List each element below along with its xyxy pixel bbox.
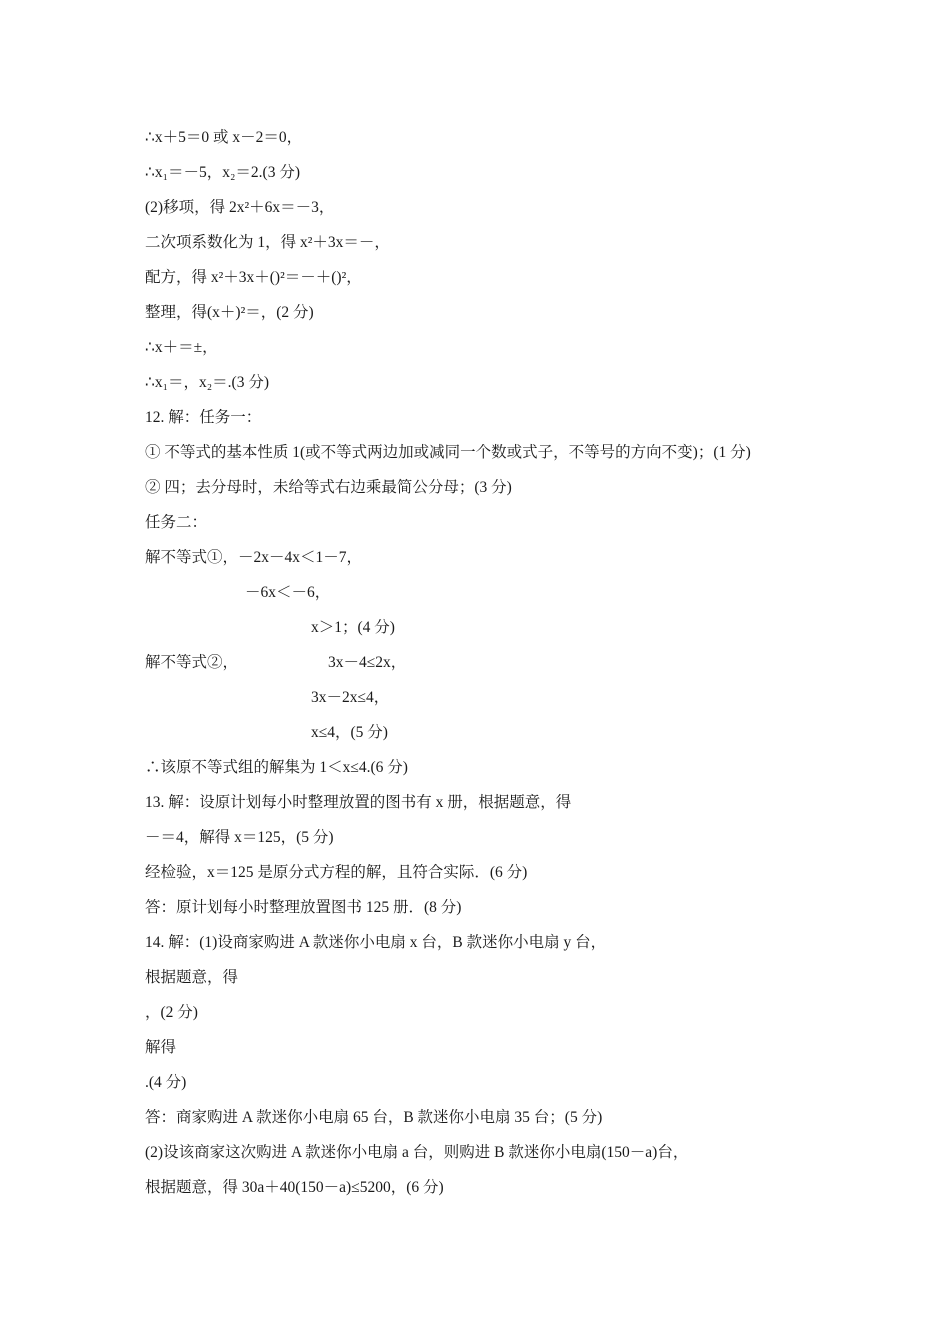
problem-12-heading: 12. 解：任务一：: [145, 409, 262, 426]
problem-14-setup: 14. 解：(1)设商家购进 A 款迷你小电扇 x 台，B 款迷你小电扇 y 台，: [145, 934, 607, 951]
problem-14-solve-score: .(4 分): [145, 1074, 187, 1091]
problem-13-answer: 答：原计划每小时整理放置图书 125 册．(8 分): [145, 899, 462, 916]
inequality2-result: x≤4，(5 分): [311, 724, 388, 741]
solution-line-roots-result: ∴x₁＝－5，x₂＝2.(3 分): [145, 164, 300, 181]
solution-line-sqrt: ∴x＋＝±，: [145, 339, 218, 356]
problem-13-equation: －＝4，解得 x＝125，(5 分): [145, 829, 334, 846]
solution-line-complete-square: 配方，得 x²＋3x＋()²＝－＋()²，: [145, 269, 362, 286]
problem-14-solve-label: 解得: [145, 1039, 177, 1056]
inequality2-step1: 3x－4≤2x，: [328, 654, 407, 671]
problem-14-answer-1: 答：商家购进 A 款迷你小电扇 65 台，B 款迷你小电扇 35 台；(5 分): [145, 1109, 603, 1126]
solution-set: ∴该原不等式组的解集为 1＜x≤4.(6 分): [145, 759, 408, 776]
inequality2-label: 解不等式②，: [145, 654, 239, 671]
inequality2-step2: 3x－2x≤4，: [311, 689, 390, 706]
problem-14-according: 根据题意，得: [145, 969, 239, 986]
problem-13-check: 经检验，x＝125 是原分式方程的解，且符合实际．(6 分): [145, 864, 528, 881]
solution-line-factor-roots: ∴x＋5＝0 或 x－2＝0，: [145, 129, 303, 146]
inequality1-step1: 解不等式①，－2x－4x＜1－7，: [145, 549, 363, 566]
solution-line-transpose: (2)移项，得 2x²＋6x＝－3，: [145, 199, 335, 216]
problem-14-system-score: ，(2 分): [145, 1004, 198, 1021]
inequality1-result: x＞1；(4 分): [311, 619, 395, 636]
problem-14-part2-setup: (2)设该商家这次购进 A 款迷你小电扇 a 台，则购进 B 款迷你小电扇(150－a)台，: [145, 1144, 689, 1161]
task2-heading: 任务二：: [145, 514, 208, 531]
solution-line-roots-final: ∴x₁＝，x₂＝.(3 分): [145, 374, 269, 391]
solution-line-normalize: 二次项系数化为 1，得 x²＋3x＝－，: [145, 234, 390, 251]
inequality1-step2: －6x＜－6，: [245, 584, 331, 601]
problem-14-part2-inequality: 根据题意，得 30a＋40(150－a)≤5200，(6 分): [145, 1179, 444, 1196]
solution-line-simplify: 整理，得(x＋)²＝，(2 分): [145, 304, 314, 321]
task1-answer-2: ② 四；去分母时，未给等式右边乘最简公分母；(3 分): [145, 479, 512, 496]
task1-answer-1: ① 不等式的基本性质 1(或不等式两边加或减同一个数或式子，不等号的方向不变)；(1 分): [145, 444, 751, 461]
problem-13-setup: 13. 解：设原计划每小时整理放置的图书有 x 册，根据题意，得: [145, 794, 572, 811]
